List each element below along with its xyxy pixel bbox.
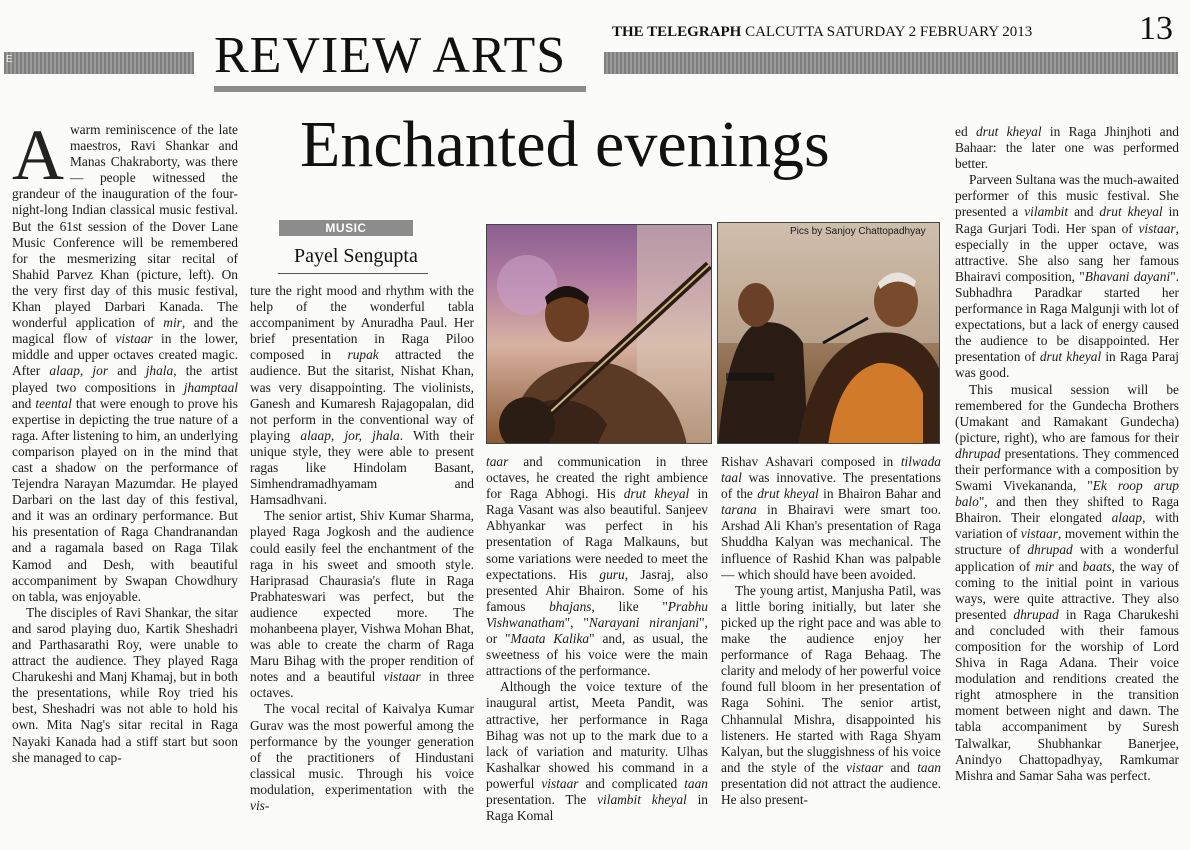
byline-rule	[278, 273, 428, 274]
byline: Payel Sengupta	[294, 245, 418, 267]
photo-credit: Pics by Sanjoy Chattopadhyay	[790, 226, 926, 237]
column-2: ture the right mood and rhythm with the help of the wonderful tabla accompaniment by Anuradha Paul. Her brief presentation in Raga Piloo composed in rupak attracted the audience. But the sitarist, Nishat Khan, was very disappointing. The violinists, Ganesh and Kumaresh Rajagopalan, did not perform in the conventional way of playing alaap, jor, jhala. With their unique style, they were able to present ragas like Hindolam Basant, Simhendramadhyamam and Hamsadhvani. The senior artist, Shiv Kumar Sharma, played Raga Jogkosh and the audience could easily feel the enchantment of the raga in his sweet and smooth style. Hariprasad Chaurasia's flute in Raga Prabhateswari was perfect, but the audience expected more. The mohanbeena player, Vishwa Mohan Bhat, was able to create the charm of Raga Maru Bihag with the proper rendition of notes and a beautiful vistaar in three octaves. The vocal recital of Kaivalya Kumar Gurav was the most powerful among the performance by the younger generation of the practitioners of Hindustani classical music. Through his voice modulation, experimentation with the vis-	[250, 283, 474, 813]
masthead	[612, 24, 1032, 41]
header-rule-right	[604, 52, 1178, 74]
column-5: ed drut kheyal in Raga Jhinjhoti and Bahaar: the later one was performed better. Parveen Sultana was the much-awaited performer of this music festival. She presented a vilambit and drut kheyal in Raga Gurjari Todi. Her span of vistaar, especially in the upper octave, was attractive. She also sang her famous Bhairavi composition, "Bhavani dayani". Subhadhra Paradkar started her performance in Raga Malgunji with lot of expectations, but a lack of energy caused the audience to be disappointed. Her presentation of drut kheyal in Raga Paraj was good. This musical session will be remembered for the Gundecha Brothers (Umakant and Ramakant Gundecha) (picture, right), who are famous for their dhrupad presentations. They commenced their performance with a composition by Swami Vivekananda, "Ek roop arup balo", and then they shifted to Raga Bhairon. Their elongated alaap, with variation of vistaar, movement within the structure of dhrupad with a wonderful application of mir and baats, the way of coming to the initial point in various ways, were quite attractive. They also presented dhrupad in Raga Charukeshi and concluded with their famous composition for the worship of Lord Shiva in Raga Adana. Their voice modulation and renditions created the right atmosphere in the transition moment between night and dawn. The tabla accompaniment by Suresh Talwalkar, Shubhankar Banerjee, Anindyo Chattopadhyay, Ramkumar Mishra and Samar Saha was perfect.	[955, 124, 1179, 783]
header-rule-left	[4, 52, 194, 74]
page-number: 13	[1139, 10, 1173, 47]
section-title: REVIEW ARTS	[214, 27, 567, 84]
header-left-mark: E	[6, 54, 13, 65]
section-kicker: MUSIC	[279, 220, 413, 236]
sitar-player-illustration	[487, 225, 712, 444]
dateline: CALCUTTA SATURDAY 2 FEBRUARY 2013	[745, 24, 1033, 40]
column-1: Awarm reminiscence of the late maestros, Ravi Shankar and Manas Chakraborty, was there — people witnessed the grandeur of the inauguration of the four-night-long Indian classical music festival. But the 61st session of the Dover Lane Music Conference will be remembered for the mesmerizing sitar recital of Shahid Parvez Khan (picture, left). On the very first day of this music festival, Khan played Darbari Kanada. The wonderful application of mir, and the magical flow of vistaar in the lower, middle and upper octaves created magic. After alaap, jor and jhala, the artist played two compositions in jhamptaal and teental that were enough to prove his expertise in depicting the true nature of a raga. After listening to him, an underlying comparison played on in the mind that cast a shadow on the performance of Tejendra Narayan Mazumdar. He played Darbari on the last day of this festival, and it was an ordinary performance. But his presentation of Raga Chandranandan and a ragamala based on Raga Tilak Kamod and Desh, with beautiful accompaniment by Swapan Chowdhury on tabla, was enjoyable. The disciples of Ravi Shankar, the sitar and sarod playing duo, Kartik Sheshadri and Parthasarathi Roy, were unable to attract the audience. They played Raga Charukeshi and Manj Khamaj, but in both the presentations, while Roy tried his best, Sheshadri was not able to hold his own. Mita Nag's sitar recital in Raga Nayaki Kanada had a stiff start but soon she managed to cap-	[12, 122, 238, 765]
column-4: Rishav Ashavari composed in tilwada taal was innovative. The presentations of the drut kheyal in Bhairon Bahar and tarana in Bhairavi were smart too. Arshad Ali Khan's presentation of Raga Shuddha Kalyan was mechanical. The influence of Rashid Khan was palpable — which should have been avoided. The young artist, Manjusha Patil, was a little boring initially, but later she picked up the right pace and was able to make the audience enjoy her performance of Raga Behaag. The clarity and melody of her powerful voice found full bloom in her presentation of Raga Sohini. The senior artist, Chhannulal Mishra, disappointed his listeners. He started with Raga Shyam Kalyan, but the sluggishness of his voice and the style of the vistaar and taan presentation did not attract the audience. He also present-	[721, 454, 941, 807]
section-underline	[214, 86, 586, 92]
singers-illustration	[718, 223, 940, 444]
headline: Enchanted evenings	[300, 108, 830, 181]
drop-cap: A	[12, 122, 64, 195]
column-3: taar and communication in three octaves, he created the right ambience for Raga Abhogi. His drut kheyal in Raga Vasant was also beautiful. Sanjeev Abhyankar was perfect in his presentation of Raga Malkauns, but some variations were needed to meet the expectations. His guru, Jasraj, also presented Ahir Bhairon. Some of his famous bhajans, like "Prabhu Vishwanatham", "Narayani niranjani", or "Maata Kalika" and, as usual, the sweetness of his voice were the main attractions of the performance. Although the voice texture of the inaugural artist, Meeta Pandit, was attractive, her performance in Raga Bihag was not up to the mark due to a lack of variation and maturity. Ulhas Kashalkar showed his command in a powerful vistaar and complicated taan presentation. The vilambit kheyal in Raga Komal	[486, 454, 708, 824]
paper-name: THE TELEGRAPH	[612, 24, 742, 40]
photo-dhrupad-singers	[717, 222, 940, 444]
photo-sitar-player	[486, 224, 712, 444]
